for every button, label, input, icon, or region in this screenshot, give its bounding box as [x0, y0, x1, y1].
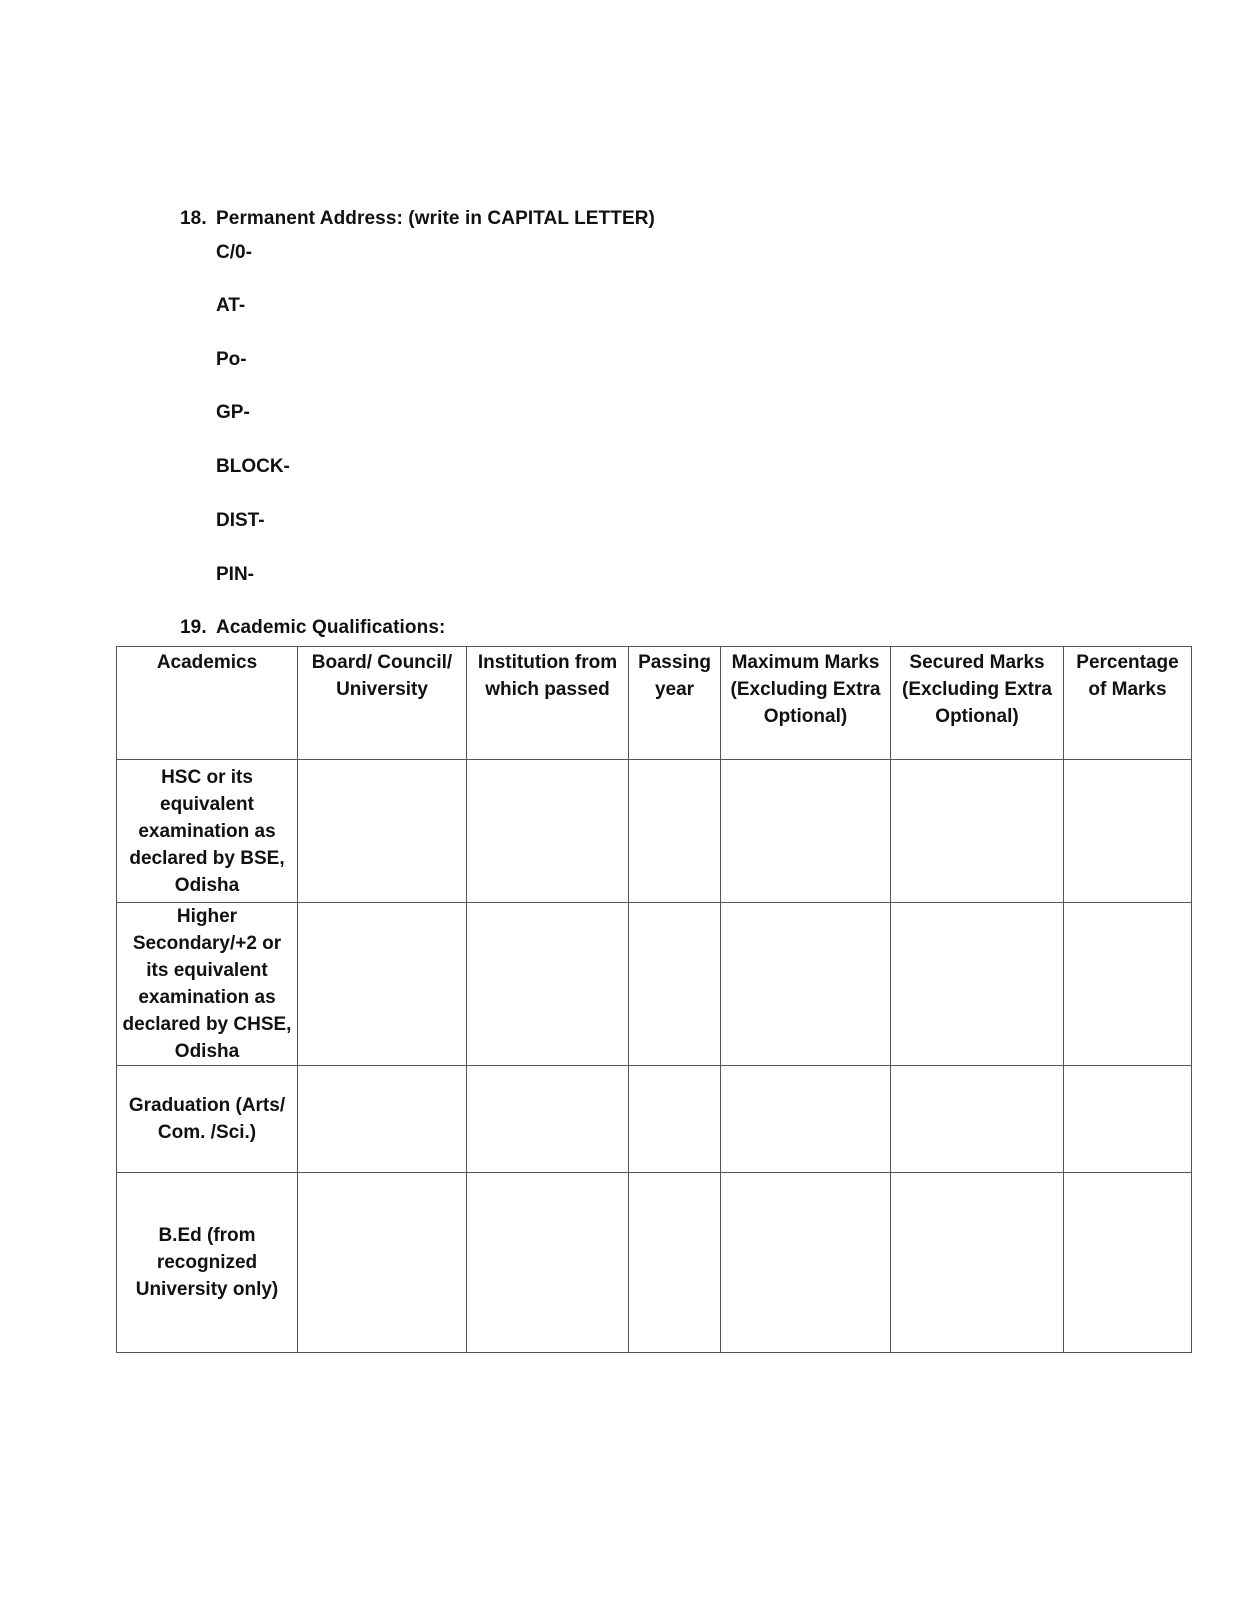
address-field-post-office: Po-: [216, 349, 247, 370]
section-18-number: 18.: [180, 208, 207, 229]
cell-maximum-marks-input[interactable]: [721, 903, 891, 1066]
header-percentage: Percentage of Marks: [1064, 647, 1192, 760]
cell-maximum-marks-input[interactable]: [721, 1173, 891, 1353]
header-institution: Institution from which passed: [467, 647, 629, 760]
address-field-at: AT-: [216, 295, 246, 316]
section-19-title: Academic Qualifications:: [216, 617, 446, 638]
cell-board-input[interactable]: [298, 760, 467, 903]
cell-secured-marks-input[interactable]: [891, 1173, 1064, 1353]
cell-passing-year-input[interactable]: [629, 760, 721, 903]
cell-secured-marks-input[interactable]: [891, 1066, 1064, 1173]
header-board: Board/ Council/ University: [298, 647, 467, 760]
cell-maximum-marks-input[interactable]: [721, 1066, 891, 1173]
header-academics: Academics: [117, 647, 298, 760]
cell-secured-marks-input[interactable]: [891, 760, 1064, 903]
cell-passing-year-input[interactable]: [629, 903, 721, 1066]
cell-percentage-input[interactable]: [1064, 903, 1192, 1066]
cell-institution-input[interactable]: [467, 1066, 629, 1173]
academic-qualifications-table: [116, 646, 1192, 1353]
cell-maximum-marks-input[interactable]: [721, 760, 891, 903]
cell-passing-year-input[interactable]: [629, 1173, 721, 1353]
header-passing-year: Passing year: [629, 647, 721, 760]
address-field-district: DIST-: [216, 510, 265, 531]
address-field-care-of: C/0-: [216, 242, 252, 263]
cell-board-input[interactable]: [298, 903, 467, 1066]
cell-percentage-input[interactable]: [1064, 760, 1192, 903]
cell-board-input[interactable]: [298, 1066, 467, 1173]
row-label-higher-secondary: Higher Secondary/+2 or its equivalent examination as declared by CHSE, Odisha: [117, 903, 298, 1066]
table-row: [117, 1066, 1192, 1173]
section-18-heading: [180, 208, 655, 230]
cell-secured-marks-input[interactable]: [891, 903, 1064, 1066]
row-label-hsc: HSC or its equivalent examination as declared by BSE, Odisha: [117, 760, 298, 903]
table-row: [117, 760, 1192, 903]
address-field-block: BLOCK-: [216, 456, 290, 477]
section-19-heading: [180, 617, 445, 639]
row-label-graduation: Graduation (Arts/ Com. /Sci.): [117, 1066, 298, 1173]
table-row: [117, 903, 1192, 1066]
row-label-bed: B.Ed (from recognized University only): [117, 1173, 298, 1353]
section-18-title: Permanent Address: (write in CAPITAL LETTER): [216, 208, 655, 229]
table-row: [117, 1173, 1192, 1353]
cell-institution-input[interactable]: [467, 1173, 629, 1353]
header-secured-marks: Secured Marks (Excluding Extra Optional): [891, 647, 1064, 760]
table-header-row: [117, 647, 1192, 760]
cell-percentage-input[interactable]: [1064, 1066, 1192, 1173]
header-maximum-marks: Maximum Marks (Excluding Extra Optional): [721, 647, 891, 760]
cell-institution-input[interactable]: [467, 903, 629, 1066]
section-19-number: 19.: [180, 617, 207, 638]
cell-percentage-input[interactable]: [1064, 1173, 1192, 1353]
cell-board-input[interactable]: [298, 1173, 467, 1353]
cell-institution-input[interactable]: [467, 760, 629, 903]
address-field-pin: PIN-: [216, 564, 254, 585]
cell-passing-year-input[interactable]: [629, 1066, 721, 1173]
address-field-gp: GP-: [216, 402, 250, 423]
